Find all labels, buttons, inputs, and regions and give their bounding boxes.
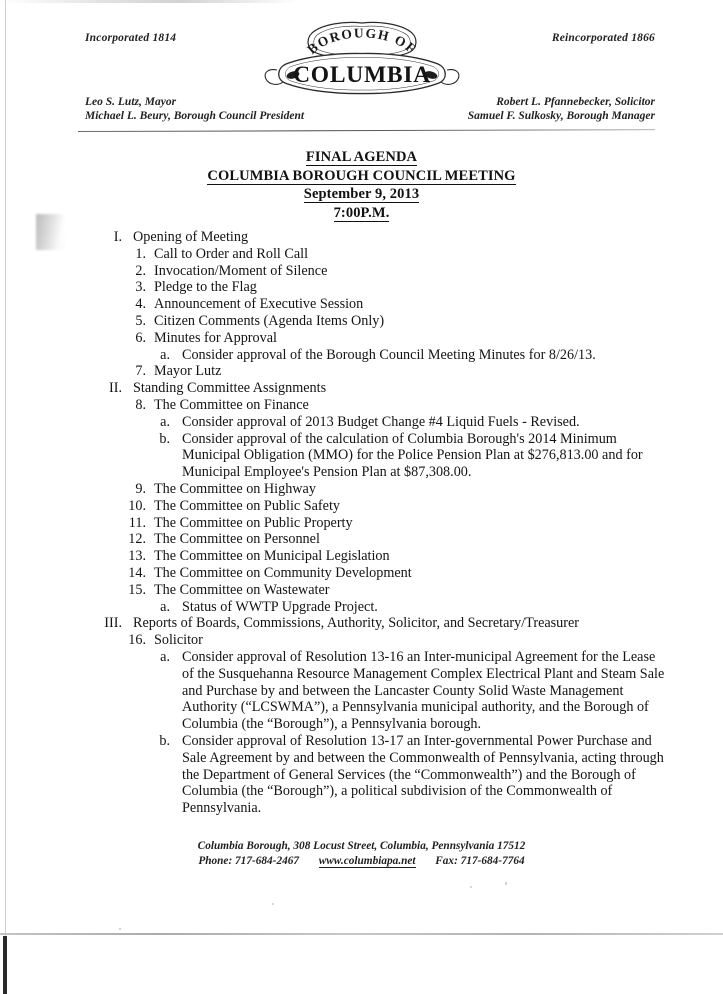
agenda-item-num (126, 531, 723, 548)
agenda-item-marker: 4. (135, 296, 146, 313)
scan-speck-artifact (505, 882, 507, 885)
agenda-item-marker: 7. (135, 363, 146, 380)
footer-fax: Fax: 717-684-7764 (435, 854, 525, 867)
solicitor-name: Robert L. Pfannebecker, Solicitor (496, 96, 655, 108)
agenda-item-text: Consider approval of 2013 Budget Change #4 Liquid Fuels - Revised. (182, 413, 580, 430)
agenda-item-alpha (156, 649, 723, 733)
agenda-item-marker: 11. (128, 514, 146, 531)
agenda-item-text: Standing Committee Assignments (133, 380, 327, 397)
agenda-item-marker: b. (159, 430, 170, 447)
agenda-item-num (126, 263, 723, 280)
title-line-date: September 9, 2013 (303, 186, 420, 202)
agenda-item-num (126, 481, 723, 498)
agenda-item-text: Announcement of Executive Session (154, 296, 364, 313)
agenda-item-alpha (156, 431, 723, 481)
agenda-item-num (126, 246, 723, 263)
agenda-item-num (126, 565, 723, 582)
agenda-item-num (126, 498, 723, 515)
letterhead-divider (78, 129, 655, 132)
footer-website-link[interactable]: www.columbiapa.net (318, 854, 416, 867)
agenda-item-text: Invocation/Moment of Silence (154, 262, 328, 279)
mayor-name: Leo S. Lutz, Mayor (85, 96, 177, 108)
agenda-item-marker: 12. (128, 531, 146, 548)
agenda-item-marker: 1. (135, 245, 146, 262)
agenda-item-num (126, 313, 723, 330)
agenda-item-text: The Committee on Municipal Legislation (154, 548, 390, 565)
agenda-item-marker: a. (160, 346, 170, 363)
agenda-item-text: Minutes for Approval (154, 329, 277, 346)
agenda-item-marker: a. (160, 598, 170, 615)
agenda-item-roman (100, 615, 723, 632)
agenda-item-alpha (156, 414, 723, 431)
agenda-item-marker: 8. (135, 396, 146, 413)
agenda-item-marker: II. (109, 380, 122, 397)
svg-text:BOROUGH OF: BOROUGH OF (303, 25, 420, 57)
agenda-item-text: The Committee on Wastewater (154, 581, 330, 598)
agenda-item-text: Call to Order and Roll Call (154, 245, 309, 262)
incorporated-year-left: Incorporated 1814 (85, 32, 177, 44)
scan-speck-artifact (119, 928, 121, 930)
agenda-item-text: Consider approval of the calculation of Columbia Borough's 2014 Minimum Municipal Obligation (MMO) for the Police Pension Plan at $276,813.00 and for Municipal Employee's Pension Plan at $87,308.00. (182, 430, 643, 481)
agenda-item-marker: 10. (128, 497, 146, 514)
title-line-final-agenda: FINAL AGENDA (305, 149, 418, 165)
agenda-item-marker: 5. (135, 312, 146, 329)
footer-phone: Phone: 717-684-2467 (198, 854, 300, 867)
footer-address: Columbia Borough, 308 Locust Street, Columbia, Pennsylvania 17512 (197, 840, 526, 852)
agenda-title-block (0, 148, 723, 222)
agenda-item-text: Consider approval of the Borough Council Meeting Minutes for 8/26/13. (182, 346, 596, 363)
agenda-item-text: Citizen Comments (Agenda Items Only) (154, 312, 385, 329)
agenda-item-marker: I. (113, 229, 122, 245)
agenda-item-num (126, 632, 723, 649)
agenda-item-text: Solicitor (154, 632, 203, 649)
agenda-item-text: Status of WWTP Upgrade Project. (182, 598, 378, 615)
reincorporated-year-right: Reincorporated 1866 (551, 32, 655, 44)
scan-speck-artifact (272, 903, 274, 905)
agenda-item-text: Consider approval of Resolution 13-16 an Inter-municipal Agreement for the Lease of the Susquehanna Resource Management Complex Electrical Plant and Steam Sale and Purchase by and between the Lancaster County Solid Waste Management Authority (“LCSWMA”), a Pennsylvania municipal authority, and the Borough of Columbia (the “Borough”), a Pennsylvania borough. (182, 648, 665, 733)
agenda-item-text: The Committee on Personnel (154, 531, 320, 548)
agenda-item-text: Mayor Lutz (154, 363, 222, 380)
footer-contact-line (0, 854, 723, 869)
agenda-item-num (126, 363, 723, 380)
agenda-item-text: Pledge to the Flag (154, 279, 257, 296)
title-line-time: 7:00P.M. (333, 204, 390, 221)
agenda-item-num (126, 330, 723, 347)
scan-edge-artifact-left-dark (3, 936, 7, 994)
page-footer (0, 839, 723, 868)
agenda-item-marker: 15. (128, 581, 146, 598)
agenda-item-marker: 3. (135, 279, 146, 296)
agenda-item-roman (100, 380, 723, 397)
agenda-item-marker: 14. (128, 564, 146, 581)
agenda-item-text: The Committee on Public Property (154, 514, 353, 531)
agenda-item-list (0, 229, 723, 817)
title-line-meeting-name: COLUMBIA BOROUGH COUNCIL MEETING (207, 167, 516, 184)
agenda-item-alpha (156, 733, 723, 817)
scan-edge-artifact-top (0, 0, 300, 3)
borough-manager-name: Samuel F. Sulkosky, Borough Manager (467, 110, 655, 122)
agenda-item-text: Reports of Boards, Commissions, Authority, Solicitor, and Secretary/Treasurer (133, 615, 580, 632)
agenda-item-text: The Committee on Highway (154, 480, 316, 497)
agenda-item-marker: b. (159, 732, 170, 749)
agenda-item-roman (100, 229, 723, 246)
agenda-item-num (126, 515, 723, 532)
agenda-item-text: The Committee on Finance (154, 396, 309, 413)
agenda-item-marker: 16. (128, 632, 146, 649)
scan-edge-artifact-bottom (0, 933, 723, 935)
agenda-item-num (126, 548, 723, 565)
officers-right (468, 95, 655, 123)
agenda-item-text: Consider approval of Resolution 13-17 an Inter-governmental Power Purchase and Sale Agreement by and between the Commonwealth of Pennsylvania, acting through the Department of General Services (the “Commonwealth”) and the Borough of Columbia (the “Borough”), a political subdivision of the Commonwealth of Pennsylvania. (182, 732, 664, 817)
agenda-item-text: Opening of Meeting (133, 229, 249, 245)
agenda-item-num (126, 279, 723, 296)
agenda-item-marker: III. (104, 615, 122, 632)
agenda-item-marker: 9. (135, 480, 146, 497)
agenda-item-num (126, 397, 723, 414)
agenda-item-text: The Committee on Community Development (154, 564, 412, 581)
scan-speck-artifact (470, 886, 472, 888)
agenda-item-marker: a. (160, 648, 170, 665)
agenda-item-marker: a. (160, 413, 170, 430)
officers-left (85, 95, 304, 123)
agenda-item-alpha (156, 599, 723, 616)
agenda-item-marker: 2. (135, 262, 146, 279)
agenda-item-text: The Committee on Public Safety (154, 497, 340, 514)
crest-main-text: COLUMBIA (292, 62, 431, 88)
agenda-item-alpha (156, 347, 723, 364)
agenda-item-num (126, 296, 723, 313)
council-president-name: Michael L. Beury, Borough Council President (85, 110, 305, 122)
borough-of-columbia-crest-logo (257, 20, 467, 96)
agenda-item-marker: 6. (135, 329, 146, 346)
agenda-item-num (126, 582, 723, 599)
agenda-item-marker: 13. (128, 548, 146, 565)
